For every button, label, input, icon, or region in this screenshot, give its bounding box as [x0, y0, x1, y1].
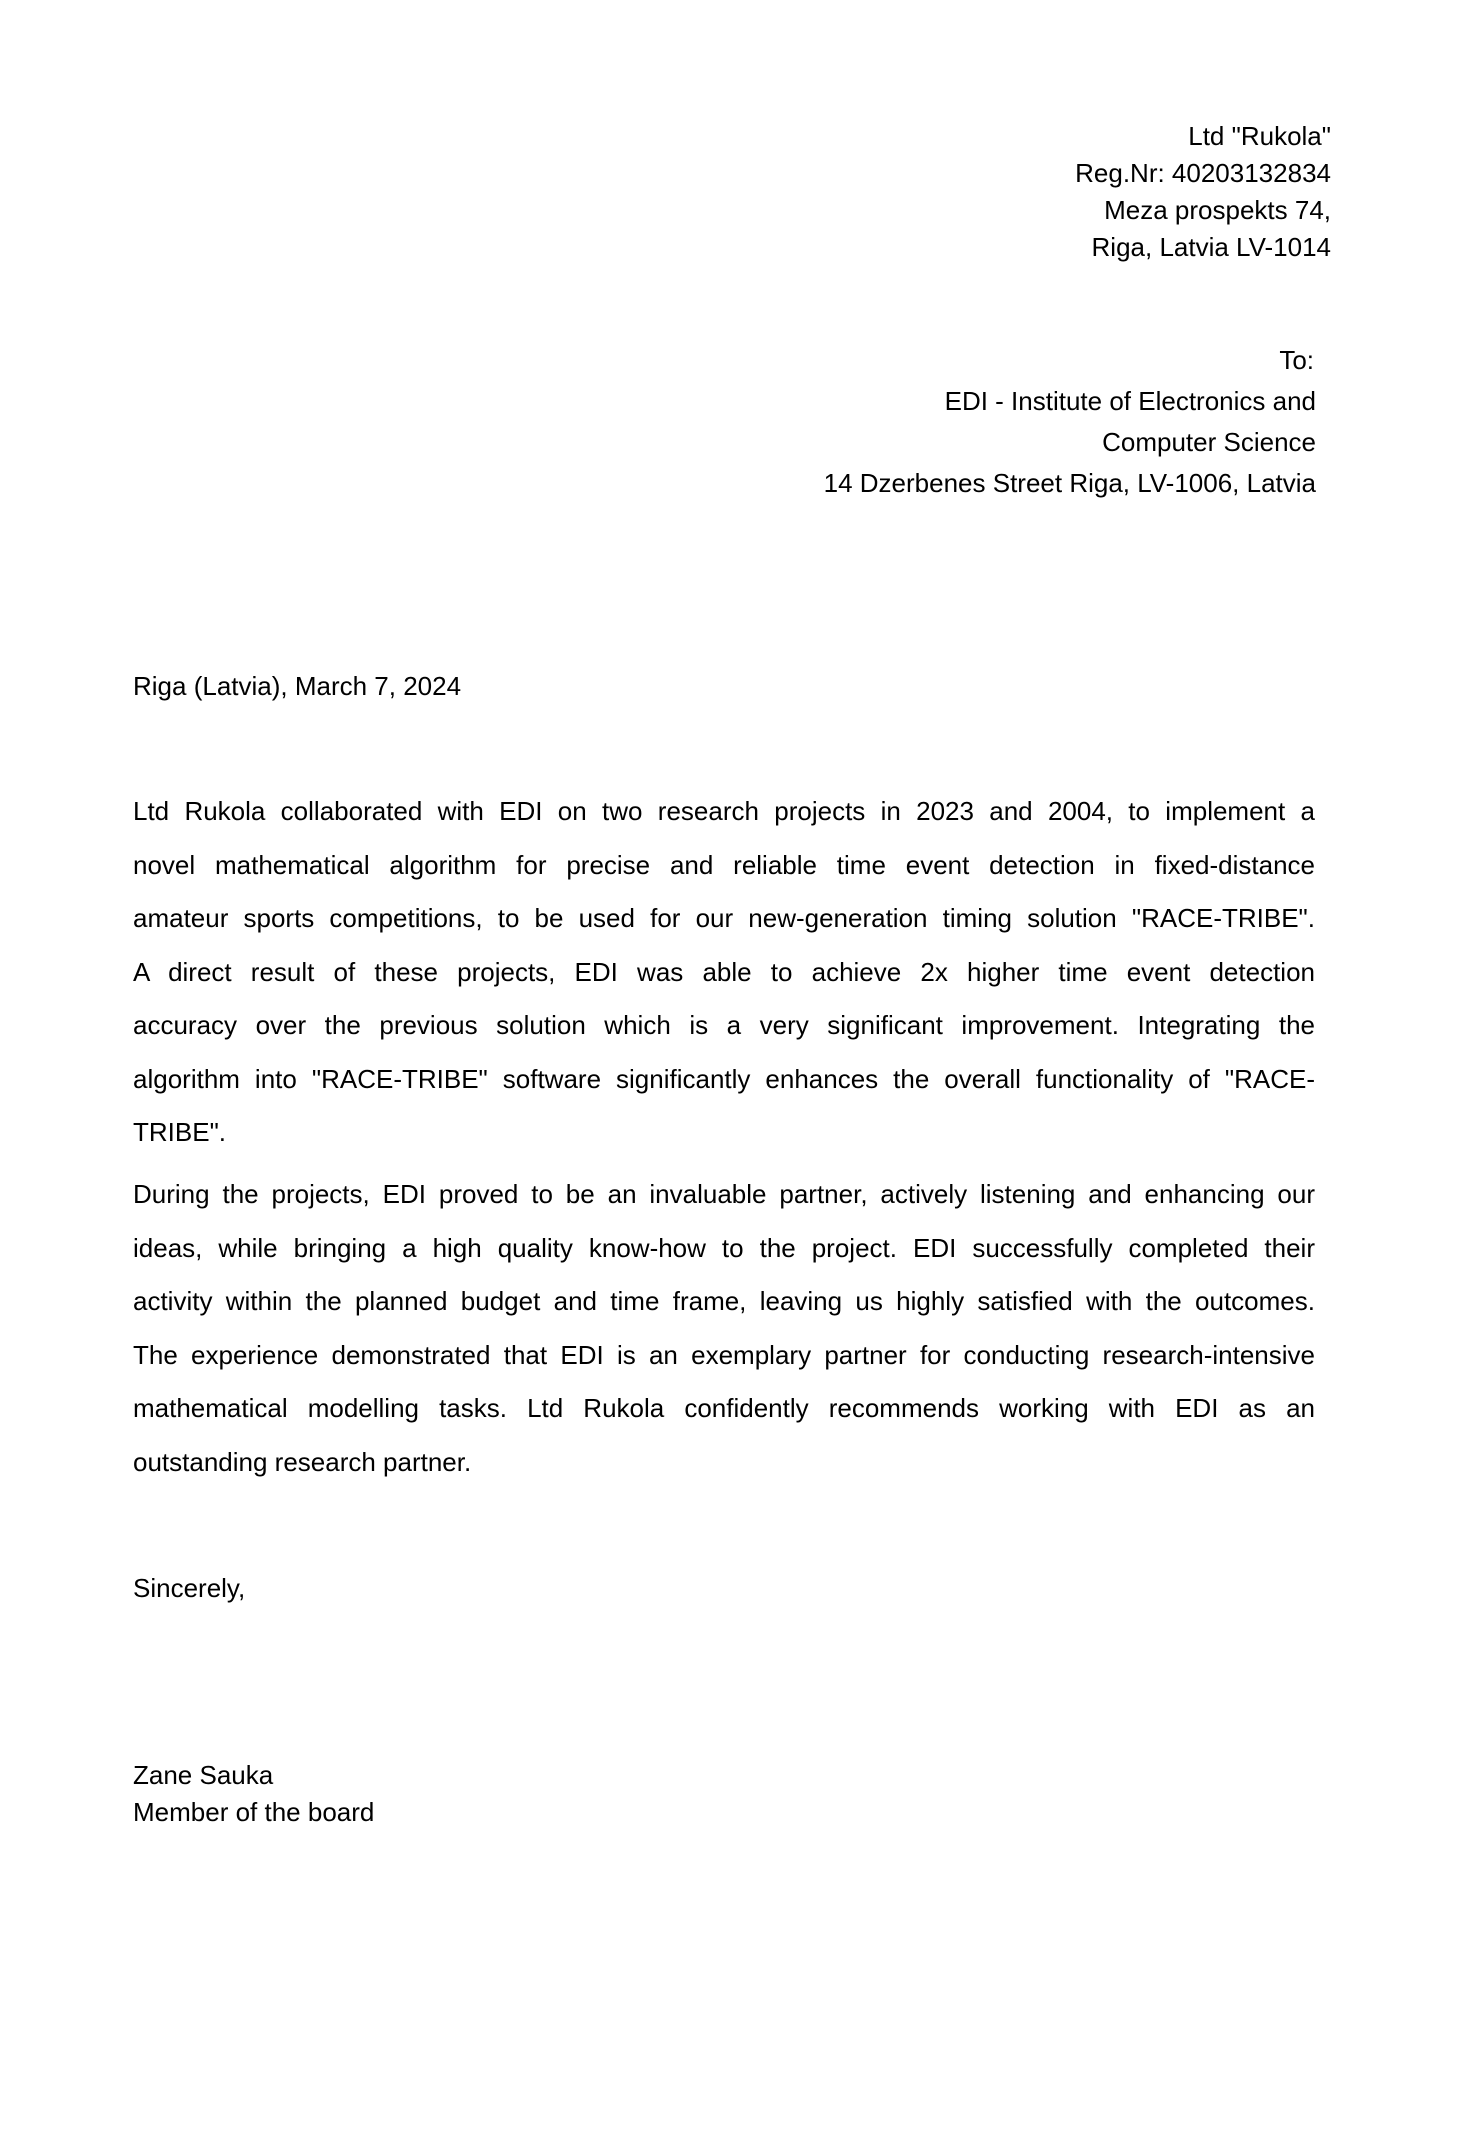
- recipient-institution-line-2: Computer Science: [1102, 427, 1316, 457]
- place-and-date: Riga (Latvia), March 7, 2024: [133, 671, 462, 701]
- body-paragraph-1: [133, 785, 1315, 1160]
- paragraph-line: amateur sports competitions, to be used for our new-generation timing solution "RACE-TRIBE".: [133, 903, 1315, 933]
- signature-block: [133, 1757, 374, 1831]
- paragraph-line: The experience demonstrated that EDI is an exemplary partner for conducting research-intensive: [133, 1339, 1315, 1370]
- paragraph-line: accuracy over the previous solution which is a very significant improvement. Integrating the: [133, 1010, 1315, 1040]
- paragraph-line: activity within the planned budget and time frame, leaving us highly satisfied with the outcomes.: [133, 1286, 1315, 1316]
- sender-address-block: [1075, 118, 1331, 266]
- signatory-title: Member of the board: [133, 1797, 375, 1827]
- recipient-institution-line-1: EDI - Institute of Electronics and: [944, 386, 1316, 416]
- paragraph-line: TRIBE".: [133, 1117, 227, 1147]
- paragraph-line: outstanding research partner.: [133, 1446, 472, 1477]
- recipient-address-block: [824, 340, 1316, 504]
- paragraph-line: ideas, while bringing a high quality know-how to the project. EDI successfully completed their: [133, 1232, 1315, 1263]
- paragraph-line: novel mathematical algorithm for precise and reliable time event detection in fixed-distance: [133, 849, 1315, 880]
- sender-registration-number: Reg.Nr: 40203132834: [1075, 158, 1331, 188]
- paragraph-line: During the projects, EDI proved to be an invaluable partner, actively listening and enhancing our: [133, 1179, 1315, 1209]
- recipient-label: To:: [1279, 345, 1314, 375]
- sender-company-name: Ltd "Rukola": [1188, 121, 1331, 151]
- paragraph-line: mathematical modelling tasks. Ltd Rukola confidently recommends working with EDI as an: [133, 1393, 1315, 1423]
- paragraph-line: Ltd Rukola collaborated with EDI on two research projects in 2023 and 2004, to implement a: [133, 796, 1315, 826]
- paragraph-line: A direct result of these projects, EDI was able to achieve 2x higher time event detection: [133, 956, 1315, 987]
- signatory-name: Zane Sauka: [133, 1760, 274, 1790]
- closing-salutation: Sincerely,: [133, 1573, 246, 1603]
- paragraph-line: algorithm into "RACE-TRIBE" software significantly enhances the overall functionality of "RACE-: [133, 1063, 1315, 1094]
- sender-street-address: Meza prospekts 74,: [1104, 195, 1331, 225]
- sender-city-country: Riga, Latvia LV-1014: [1091, 232, 1331, 262]
- body-paragraph-2: [133, 1168, 1315, 1489]
- recipient-street-address: 14 Dzerbenes Street Riga, LV-1006, Latvia: [823, 468, 1316, 498]
